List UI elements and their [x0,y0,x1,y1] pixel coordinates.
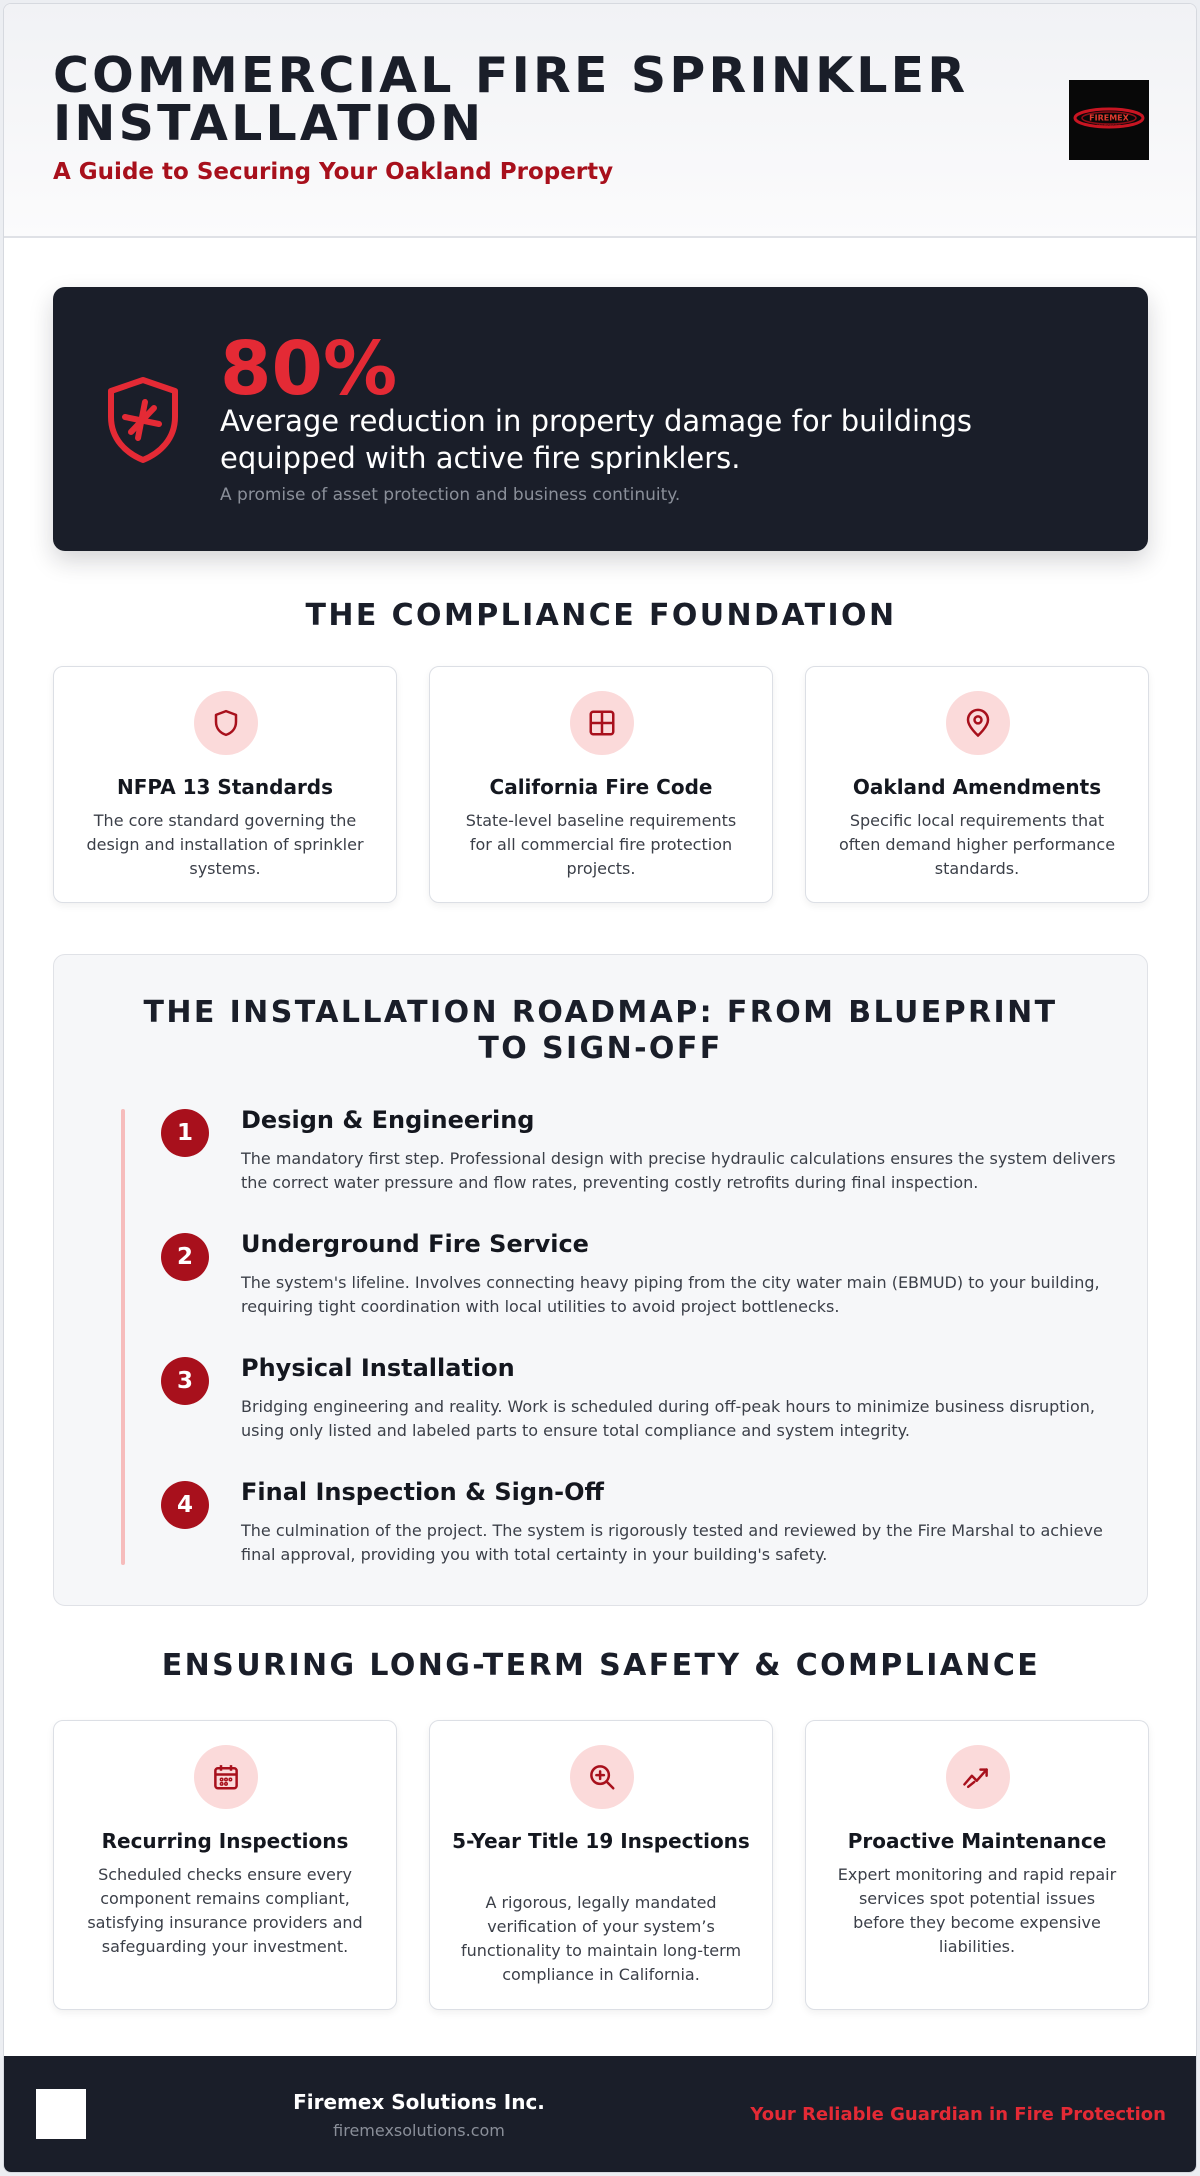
infographic-page [3,3,1197,2173]
map-pin-icon [946,691,1010,755]
longterm-section-title: ENSURING LONG-TERM SAFETY & COMPLIANCE [161,1648,1041,1683]
card-title: Recurring Inspections [101,1829,349,1853]
footer-logo [36,2089,86,2139]
step-description: The system's lifeline. Involves connecting heavy piping from the city water main (EBMUD) to your building, requiring tight coordination with local utilities to avoid project bottlenecks. [241,1273,1100,1316]
shield-asterisk-icon [105,375,181,467]
firemex-logo-graphic [1069,80,1149,160]
roadmap-step [54,1354,1149,1467]
card-description: Expert monitoring and rapid repair services spot potential issues before they become expensive liabilities. [837,1865,1117,1956]
longterm-card-title19 [429,1720,773,2010]
hero-stat-description: Average reduction in property damage for buildings equipped with active fire sprinklers. [220,404,972,475]
step-title: Physical Installation [241,1354,515,1382]
card-title: 5-Year Title 19 Inspections [452,1829,750,1853]
logo-wordmark: FIREMEX [1089,113,1129,123]
footer-company-name: Firemex Solutions Inc. [293,2090,545,2114]
company-logo [1069,80,1149,160]
longterm-card-maintenance [805,1720,1149,2010]
longterm-card-recurring [53,1720,397,2010]
step-number-badge: 3 [161,1357,209,1405]
step-description: The mandatory first step. Professional design with precise hydraulic calculations ensures the system delivers the correct water pressure and flow rates, preventing costly retrofits during final inspection. [241,1149,1116,1192]
shield-icon [194,691,258,755]
trending-up-icon [946,1745,1010,1809]
step-title: Underground Fire Service [241,1230,589,1258]
page-subtitle: A Guide to Securing Your Oakland Property [53,159,614,185]
hero-stat-banner [53,287,1148,551]
card-description: The core standard governing the design and installation of sprinkler systems. [86,811,364,878]
roadmap-step [54,1106,1149,1219]
step-description: Bridging engineering and reality. Work is scheduled during off-peak hours to minimize business disruption, using only listed and labeled parts to ensure total compliance and system integrity. [241,1397,1095,1440]
compliance-card-nfpa [53,666,397,903]
calendar-icon [194,1745,258,1809]
card-description: Specific local requirements that often demand higher performance standards. [838,811,1116,878]
compliance-section-title: THE COMPLIANCE FOUNDATION [305,598,897,633]
installation-roadmap [53,954,1148,1606]
step-number-badge: 4 [161,1481,209,1529]
step-number-badge: 2 [161,1233,209,1281]
card-description: A rigorous, legally mandated verification of your system’s functionality to maintain long-term compliance in California. [460,1893,742,1984]
logo-subtext: SOLUTIONS INC. [1096,124,1122,128]
step-number-badge: 1 [161,1109,209,1157]
step-title: Design & Engineering [241,1106,535,1134]
roadmap-title: THE INSTALLATION ROADMAP: FROM BLUEPRINT TO SIGN-OFF [143,995,1058,1066]
roadmap-step [54,1478,1149,1591]
card-title: Proactive Maintenance [847,1829,1107,1853]
compliance-card-california [429,666,773,903]
hero-note: A promise of asset protection and business continuity. [220,485,681,505]
card-title: Oakland Amendments [852,775,1102,799]
card-title: California Fire Code [489,775,713,799]
grid-icon [570,691,634,755]
footer-website[interactable]: firemexsolutions.com [333,2121,505,2140]
zoom-in-icon [570,1745,634,1809]
page-header [4,4,1196,238]
page-title: COMMERCIAL FIRE SPRINKLER INSTALLATION [53,47,969,152]
card-description: State-level baseline requirements for all commercial fire protection projects. [465,811,737,878]
step-description: The culmination of the project. The system is rigorously tested and reviewed by the Fire Marshal to achieve final approval, providing you with total certainty in your building's safety. [241,1521,1103,1564]
card-description: Scheduled checks ensure every component remains compliant, satisfying insurance providers and safeguarding your investment. [87,1865,363,1956]
roadmap-step [54,1230,1149,1343]
hero-stat-value: 80% [220,326,398,412]
footer-tagline: Your Reliable Guardian in Fire Protection [750,2104,1166,2125]
page-footer [4,2056,1197,2173]
step-title: Final Inspection & Sign-Off [241,1478,604,1506]
compliance-card-oakland [805,666,1149,903]
card-title: NFPA 13 Standards [116,775,334,799]
